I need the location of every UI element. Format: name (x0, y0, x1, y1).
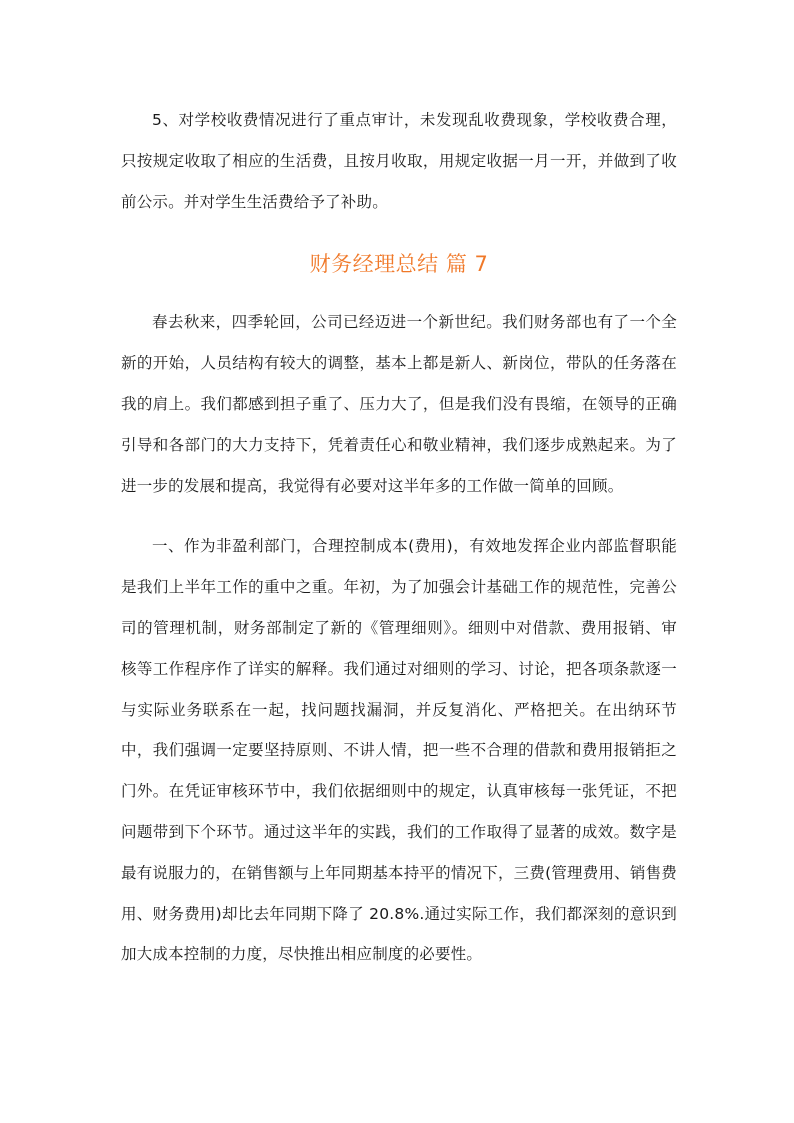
paragraph-gap (121, 506, 677, 526)
paragraph-cost-control: 一、作为非盈利部门，合理控制成本(费用)，有效地发挥企业内部监督职能是我们上半年工作的重中之重。年初，为了加强会计基础工作的规范性，完善公司的管理机制，财务部制定了新的《管理细则》。细则中对借款、费用报销、审核等工作程序作了详实的解释。我们通过对细则的学习、讨论，把各项条款逐一与实际业务联系在一起，找问题找漏洞，并反复消化、严格把关。在出纳环节中，我们强调一定要坚持原则、不讲人情，把一些不合理的借款和费用报销拒之门外。在凭证审核环节中，我们依据细则中的规定，认真审核每一张凭证，不把问题带到下个环节。通过这半年的实践，我们的工作取得了显著的成效。数字是最有说服力的，在销售额与上年同期基本持平的情况下，三费(管理费用、销售费用、财务费用)却比去年同期下降了 20.8%.通过实际工作，我们都深刻的意识到加大成本控制的力度，尽快推出相应制度的必要性。 (121, 537, 677, 964)
section-title: 财务经理总结 篇 7 (309, 252, 489, 277)
paragraph-audit-fees: 5、对学校收费情况进行了重点审计，未发现乱收费现象，学校收费合理，只按规定收取了相应的生活费，且按月收取，用规定收据一月一开，并做到了收前公示。并对学生生活费给予了补助。 (121, 111, 677, 211)
paragraph-intro: 春去秋来，四季轮回，公司已经迈进一个新世纪。我们财务部也有了一个全新的开始，人员结构有较大的调整，基本上都是新人、新岗位，带队的任务落在我的肩上。我们都感到担子重了、压力大了，但是我们没有畏缩，在领导的正确引导和各部门的大力支持下，凭着责任心和敬业精神，我们逐步成熟起来。为了进一步的发展和提高，我觉得有必要对这半年多的工作做一简单的回顾。 (121, 313, 677, 495)
document-body (121, 100, 677, 975)
